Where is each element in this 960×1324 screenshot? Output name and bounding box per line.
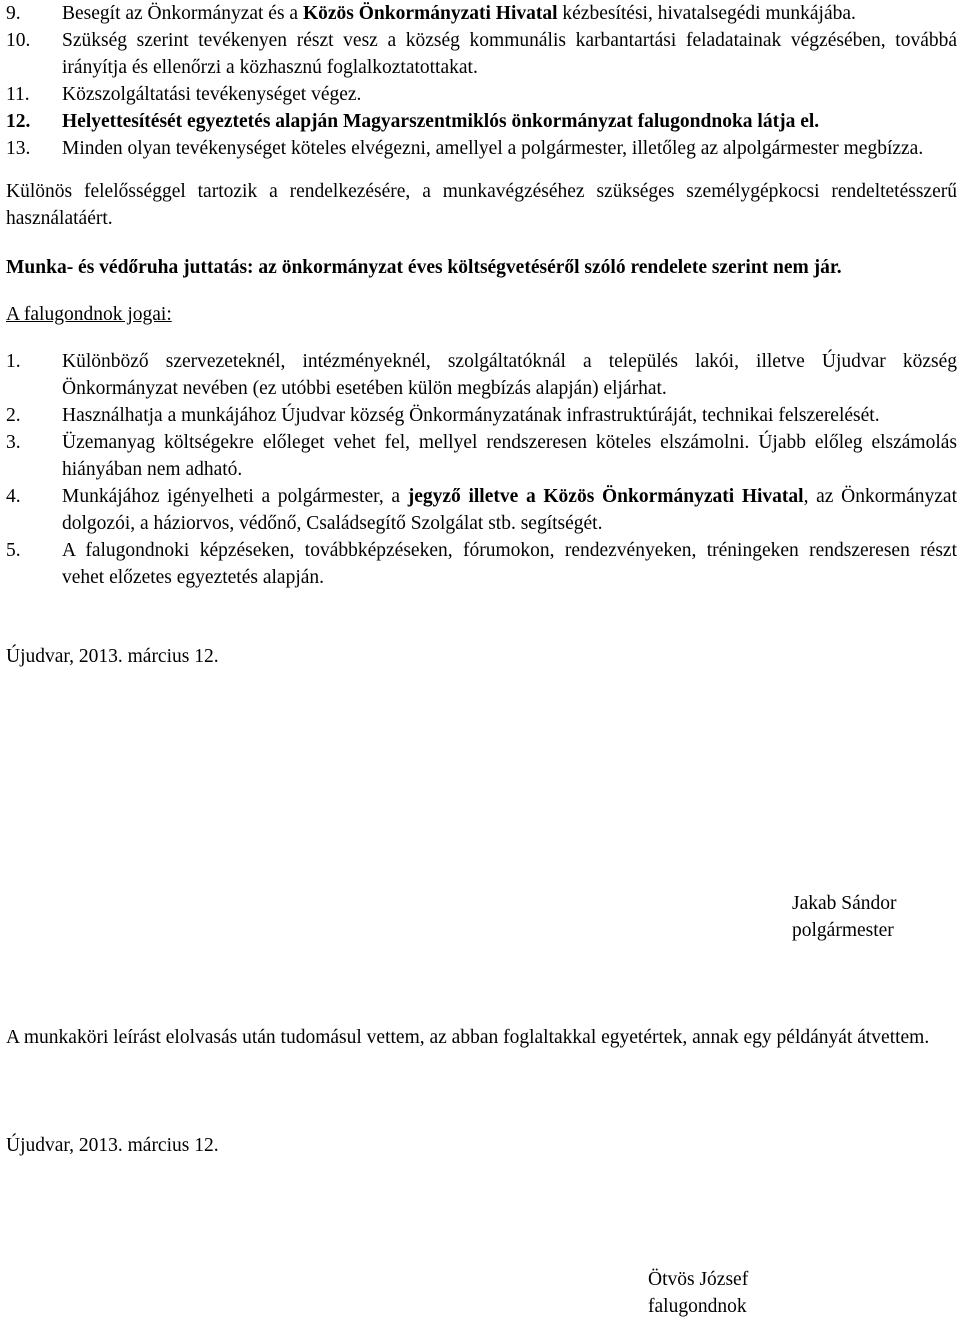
duty-item (6, 0, 957, 27)
list-item-text (62, 483, 957, 537)
duty-item (6, 135, 957, 162)
rights-item (6, 537, 957, 591)
list-item-number: 1. (6, 351, 21, 372)
text-run: Munkájához igényelheti a polgármester, a (62, 486, 408, 507)
text-run: , az Önkormányzat dolgozói, a háziorvos, védőnő, Családsegítő Szolgálat stb. segítségét. (62, 486, 958, 534)
responsibility-paragraph: Különös felelősséggel tartozik a rendelkezésére, a munkavégzéséhez szükséges személygépkocsi rendeltetésszerű használatáért. (6, 181, 957, 229)
mayor-name: Jakab Sándor (792, 893, 897, 914)
rights-list (6, 348, 957, 591)
rights-heading: A falugondnok jogai: (6, 304, 172, 325)
date-2: Újudvar, 2013. március 12. (6, 1135, 219, 1156)
rights-item (6, 402, 957, 429)
list-item-number: 12. (6, 111, 31, 132)
rights-heading-paragraph (6, 301, 957, 328)
acknowledgement-paragraph: A munkaköri leírást elolvasás után tudomásul vettem, az abban foglaltakkal egyetértek, annak egy példányát átvettem. (6, 1027, 930, 1048)
text-run: kézbesítési, hivatalsegédi munkájába. (557, 3, 856, 24)
list-item-number: 2. (6, 405, 21, 426)
duty-item (6, 81, 957, 108)
list-item-number: 3. (6, 432, 21, 453)
caretaker-title: falugondnok (648, 1296, 747, 1317)
list-item-text (62, 537, 957, 591)
list-item-text (62, 429, 957, 483)
mayor-signature-block (792, 890, 897, 944)
bold-text: Helyettesítését egyeztetés alapján Magyarszentmiklós önkormányzat falugondnoka látja el. (62, 111, 820, 132)
text-run: Minden olyan tevékenységet köteles elvégezni, amellyel a polgármester, illetőleg az alpolgármester megbízza. (62, 138, 924, 159)
text-run: Besegít az Önkormányzat és a (62, 3, 303, 24)
clothing-text: Munka- és védőruha juttatás: az önkormányzat éves költségvetéséről szóló rendelete szerint nem jár. (6, 257, 842, 278)
bold-text: jegyző illetve a Közös Önkormányzati Hivatal (407, 486, 804, 507)
list-item-text (62, 81, 957, 108)
list-item-text (62, 27, 957, 81)
list-item-number: 11. (6, 84, 30, 105)
text-run: Szükség szerint tevékenyen részt vesz a község kommunális karbantartási feladatainak végzésében, továbbá irányítja és ellenőrzi a közhasznú foglalkoztatottakat. (62, 30, 957, 78)
rights-item (6, 348, 957, 402)
list-item-number: 4. (6, 486, 21, 507)
list-item-number: 10. (6, 30, 31, 51)
list-item-number: 13. (6, 138, 31, 159)
text-run: A falugondnoki képzéseken, továbbképzéseken, fórumokon, rendezvényeken, tréningeken rendszeresen részt vehet előzetes egyeztetés alapján. (62, 540, 957, 588)
text-run: Különböző szervezeteknél, intézményeknél, szolgáltatóknál a település lakói, illetve Újudvar község Önkormányzat nevében (ez utóbbi esetében külön megbízás alapján) eljárhat. (62, 351, 957, 399)
list-item-number: 5. (6, 540, 21, 561)
list-item-text (62, 402, 957, 429)
rights-item (6, 483, 957, 537)
list-item-number: 9. (6, 3, 21, 24)
rights-item (6, 429, 957, 483)
clothing-paragraph (6, 254, 957, 281)
mayor-title: polgármester (792, 920, 894, 941)
text-run: Üzemanyag költségekre előleget vehet fel, mellyel rendszeresen köteles elszámolni. Újabb előleg elszámolás hiányában nem adható. (62, 432, 957, 480)
text-run: Használhatja a munkájához Újudvar község Önkormányzatának infrastruktúráját, technikai felszerelését. (62, 405, 880, 426)
caretaker-name: Ötvös József (648, 1269, 749, 1290)
text-run: Közszolgáltatási tevékenységet végez. (62, 84, 362, 105)
duty-item (6, 27, 957, 81)
list-item-text (62, 0, 957, 27)
list-item-text (62, 135, 957, 162)
duties-list (6, 0, 957, 162)
bold-text: Közös Önkormányzati Hivatal (302, 3, 558, 24)
duty-item (6, 108, 957, 135)
caretaker-signature-block (648, 1266, 748, 1320)
list-item-text (62, 348, 957, 402)
list-item-text (62, 108, 957, 135)
date-1: Újudvar, 2013. március 12. (6, 646, 219, 667)
